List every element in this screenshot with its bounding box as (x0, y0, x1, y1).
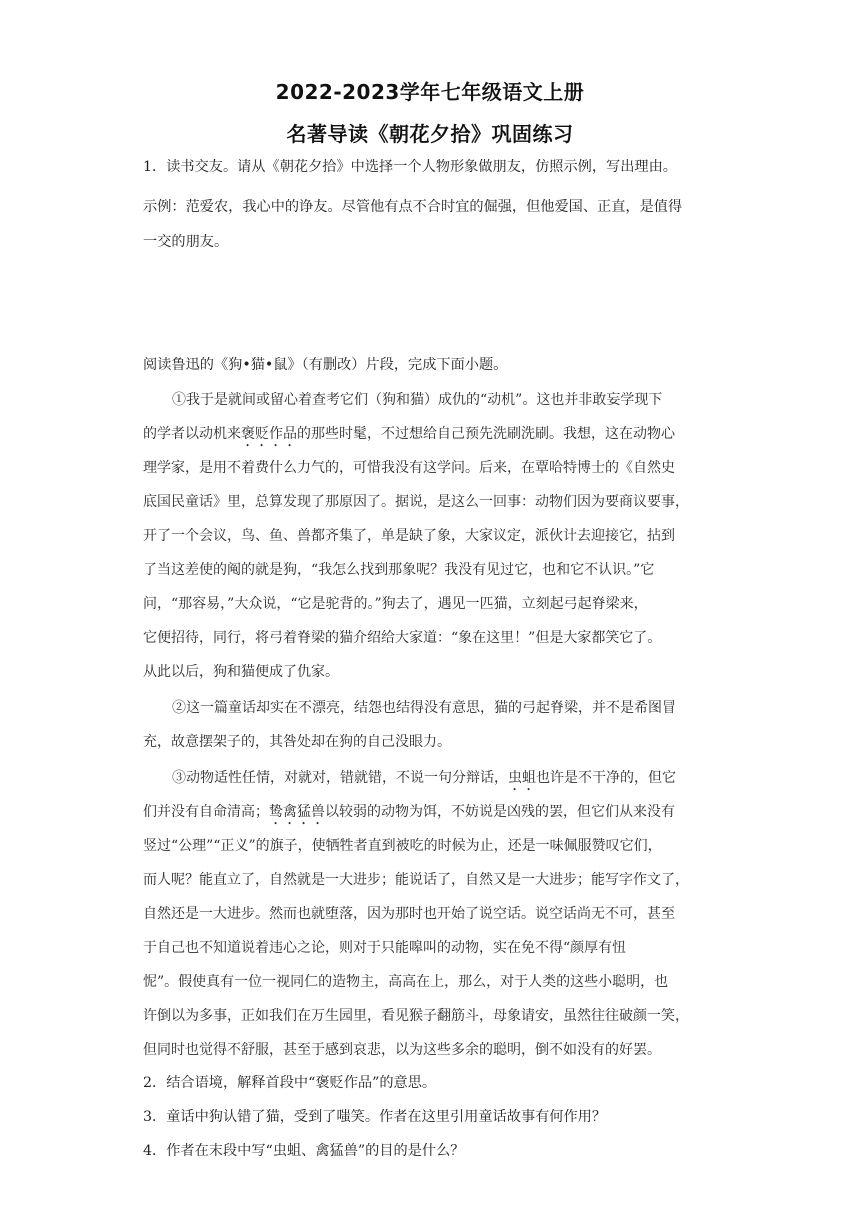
passage-p1-line: 底国民童话》里，总算发现了那原因了。据说，是这么一回事：动物们因为要商议要事， (143, 494, 689, 510)
reading-intro: 阅读鲁迅的《狗•猫•鼠》（有删改）片段，完成下面小题。 (143, 357, 508, 373)
passage-p1-line: 从此以后，狗和猫便成了仇家。 (143, 664, 339, 680)
question-1-example-cont: 一交的朋友。 (143, 234, 229, 250)
passage-p3-line: 但同时也觉得不舒服，甚至于感到哀悲，以为这些多余的聪明，倒不如没有的好罢。 (143, 1042, 661, 1058)
passage-p3-line: 们并没有自命清高；鸷禽猛兽以较弱的动物为饵，不妨说是凶残的罢，但它们从来没有 (143, 804, 675, 820)
passage-p3-line: 而人呢？能直立了，自然就是一大进步；能说话了，自然又是一大进步；能写字作文了， (143, 872, 689, 888)
passage-p3-line: ③动物适性任情，对就对，错就错，不说一句分辩话，虫蛆也许是不干净的，但它 (172, 770, 676, 786)
document-title: 2022-2023学年七年级语文上册 (275, 80, 585, 104)
document-subtitle: 名著导读《朝花夕拾》巩固练习 (286, 122, 574, 146)
emphasized-phrase: 虫蛆 (508, 770, 536, 786)
passage-p1-line: 理学家，是用不着费什么力气的，可惜我没有这学问。后来，在覃哈特博士的《自然史 (143, 460, 675, 476)
passage-p1-line: 的学者以动机来褒贬作品的那些时髦，不过想给自己预先洗刷洗刷。我想，这在动物心 (143, 426, 675, 442)
question-2: 2．结合语境，解释首段中“褒贬作品”的意思。 (143, 1075, 437, 1091)
passage-p2-line: ②这一篇童话却实在不漂亮，结怨也结得没有意思，猫的弓起脊梁，并不是希图冒 (172, 700, 676, 716)
passage-p1-line: 开了一个会议，鸟、鱼、兽都齐集了，单是缺了象，大家议定，派伙计去迎接它，拈到 (143, 528, 675, 544)
passage-p1-line: ①我于是就间或留心着查考它们（狗和猫）成仇的“动机”。这也并非敢妄学现下 (172, 392, 663, 408)
question-3: 3．童话中狗认错了猫，受到了嗤笑。作者在这里引用童话故事有何作用？ (143, 1109, 607, 1125)
passage-p3-line: 许倒以为多事，正如我们在万生园里，看见猴子翻筋斗，母象请安，虽然往往破颜一笑， (143, 1008, 689, 1024)
question-4: 4．作者在末段中写“虫蛆、禽猛兽”的目的是什么？ (143, 1143, 465, 1159)
passage-p1-line: 问，“那容易，”大众说，“它是驼背的。”狗去了，遇见一匹猫，立刻起弓起脊梁来， (143, 596, 648, 612)
question-1-example: 示例：范爱农，我心中的诤友。尽管他有点不合时宜的倔强，但他爱国、正直，是值得 (143, 199, 683, 215)
question-1-prompt: 1．读书交友。请从《朝花夕拾》中选择一个人物形象做朋友，仿照示例，写出理由。 (143, 159, 677, 175)
passage-p1-line: 它便招待，同行，将弓着脊梁的猫介绍给大家道：“象在这里！”但是大家都笑它了。 (143, 630, 662, 646)
passage-p2-line: 充，故意摆架子的，其咎处却在狗的自己没眼力。 (143, 734, 451, 750)
passage-p3-line: 自然还是一大进步。然而也就堕落，因为那时也开始了说空话。说空话尚无不可，甚至 (143, 906, 675, 922)
passage-p3-line: 于自己也不知道说着违心之论，则对于只能嗥叫的动物，实在免不得“颜厚有忸 (143, 940, 627, 956)
passage-p3-line: 竖过“公理”“正义”的旗子，使牺牲者直到被吃的时候为止，还是一味佩服赞叹它们， (143, 838, 662, 854)
emphasized-phrase: 褒贬作品 (241, 426, 297, 442)
emphasized-phrase: 鸷禽猛兽 (269, 804, 325, 820)
passage-p1-line: 了当这差使的阄的就是狗，“我怎么找到那象呢？我没有见过它，也和它不认识。”它 (143, 562, 655, 578)
passage-p3-line: 怩”。假使真有一位一视同仁的造物主，高高在上，那么，对于人类的这些小聪明，也 (143, 974, 669, 990)
